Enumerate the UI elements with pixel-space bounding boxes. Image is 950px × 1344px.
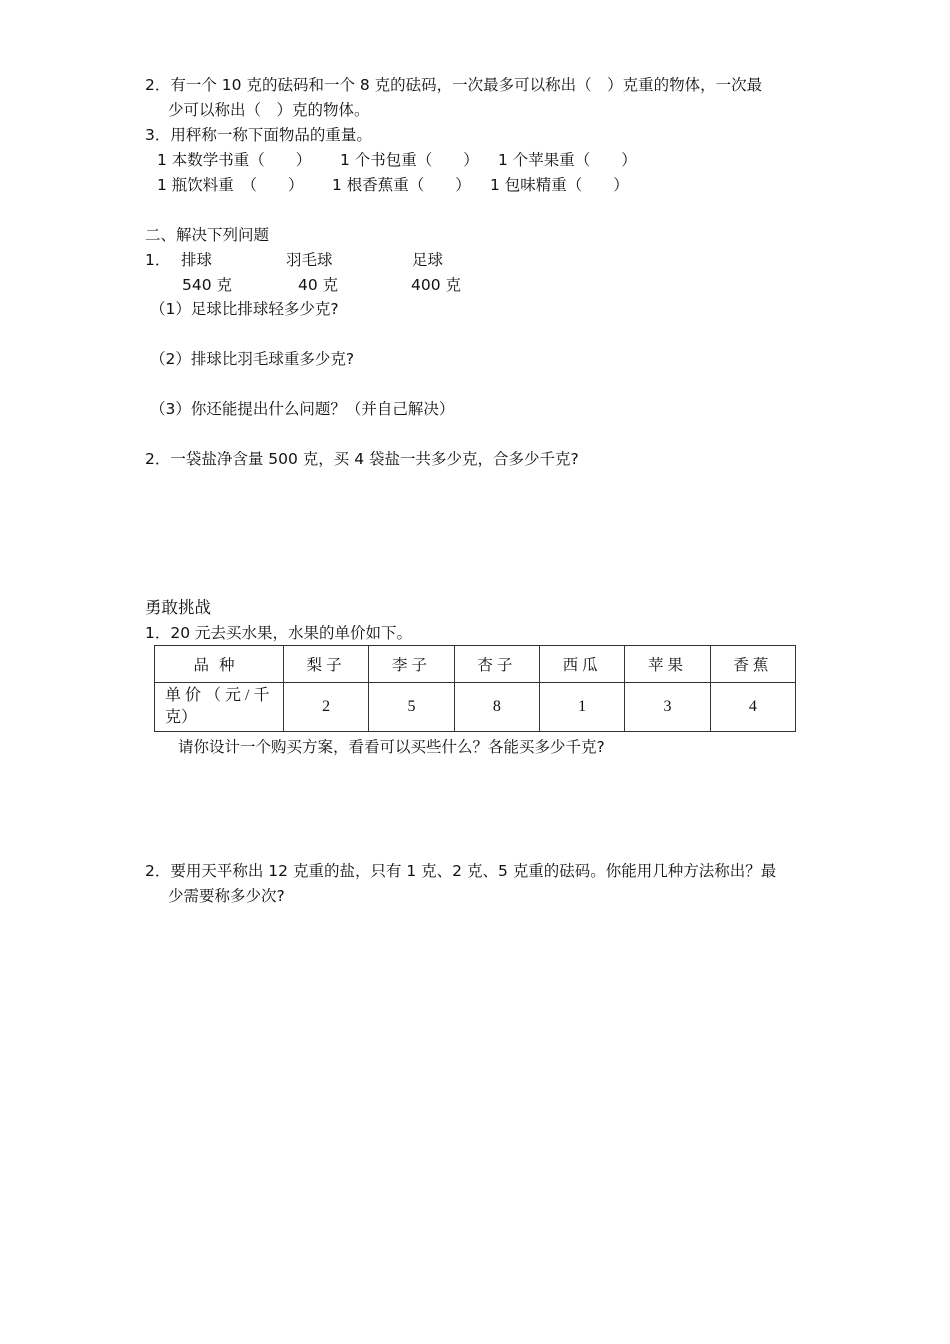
ball-badminton-name: 羽毛球 [286, 251, 333, 269]
price-label-line-2: 克） [165, 709, 198, 726]
header-fruit-pear: 梨子 [284, 646, 369, 683]
item-msg: 1 包味精重（ ） [490, 176, 629, 194]
header-fruit-plum: 李子 [369, 646, 454, 683]
price-plum: 5 [369, 683, 454, 732]
question-2-line-2: 少可以称出（ ）克的物体。 [168, 101, 370, 119]
item-math-book: 1 本数学书重（ ） [157, 151, 312, 169]
header-label-cell: 品种 [155, 646, 284, 683]
header-fruit-banana: 香蕉 [710, 646, 795, 683]
header-fruit-watermelon: 西瓜 [539, 646, 624, 683]
price-label-line-1: 单 价 （ 元 / 千 [165, 687, 270, 704]
part2-question-1-number: 1． [145, 251, 171, 269]
price-watermelon: 1 [539, 683, 624, 732]
table-price-row [155, 683, 796, 732]
header-fruit-apricot: 杏子 [454, 646, 539, 683]
section-2-heading: 二、解决下列问题 [145, 226, 270, 244]
header-fruit-apple: 苹果 [625, 646, 710, 683]
ball-badminton-weight: 40 克 [298, 276, 339, 294]
price-apple: 3 [625, 683, 710, 732]
challenge-question-1-prompt: 请你设计一个购买方案，看看可以买些什么？各能买多少千克? [178, 738, 605, 756]
item-apple: 1 个苹果重（ ） [498, 151, 637, 169]
ball-football-weight: 400 克 [411, 276, 462, 294]
sub-question-2: （2）排球比羽毛球重多少克? [150, 350, 355, 368]
question-3: 3．用秤称一称下面物品的重量。 [145, 126, 372, 144]
table-header-row [155, 646, 796, 683]
item-schoolbag: 1 个书包重（ ） [340, 151, 479, 169]
sub-question-3: （3）你还能提出什么问题？（并自己解决） [150, 400, 455, 418]
fruit-price-table [154, 645, 796, 732]
price-pear: 2 [284, 683, 369, 732]
challenge-heading: 勇敢挑战 [145, 598, 211, 617]
item-banana: 1 根香蕉重（ ） [332, 176, 471, 194]
ball-volleyball-name: 排球 [181, 251, 213, 269]
item-drink: 1 瓶饮料重 （ ） [157, 176, 304, 194]
challenge-question-2-line-2: 少需要称多少次? [168, 887, 285, 905]
part2-question-2: 2．一袋盐净含量 500 克，买 4 袋盐一共多少克，合多少千克? [145, 450, 579, 468]
price-banana: 4 [710, 683, 795, 732]
ball-football-name: 足球 [412, 251, 444, 269]
challenge-question-1: 1．20 元去买水果，水果的单价如下。 [145, 624, 413, 642]
challenge-question-2-line-1: 2．要用天平称出 12 克重的盐，只有 1 克、2 克、5 克重的砝码。你能用几种方法称出？最 [145, 862, 777, 880]
price-apricot: 8 [454, 683, 539, 732]
question-2-line-1: 2．有一个 10 克的砝码和一个 8 克的砝码，一次最多可以称出（ ）克重的物体，一次最 [145, 76, 763, 94]
price-label-cell [155, 683, 284, 732]
sub-question-1: （1）足球比排球轻多少克? [150, 300, 339, 318]
ball-volleyball-weight: 540 克 [182, 276, 233, 294]
